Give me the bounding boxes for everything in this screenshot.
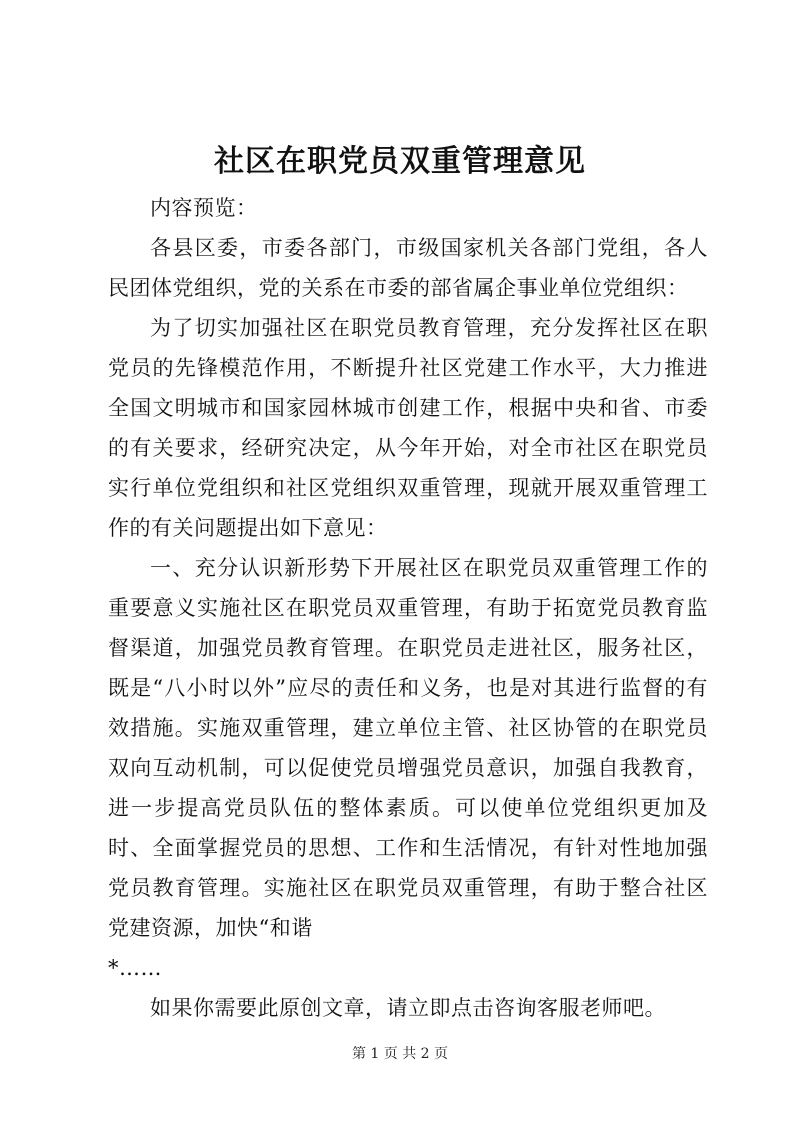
paragraph-addressees: 各县区委，市委各部门，市级国家机关各部门党组，各人民团体党组织，党的关系在市委的部省属企事业单位党组织： (108, 236, 708, 300)
paragraph-intro: 为了切实加强社区在职党员教育管理，充分发挥社区在职党员的先锋模范作用，不断提升社区党建工作水平，大力推进全国文明城市和国家园林城市创建工作，根据中央和省、市委的有关要求，经研究决定，从今年开始，对全市社区在职党员实行单位党组织和社区党组织双重管理，现就开展双重管理工作的有关问题提出如下意见： (108, 316, 708, 540)
page-footer: 第 1 页 共 2 页 (351, 1046, 449, 1062)
document-title: 社区在职党员双重管理意见 (214, 144, 586, 179)
truncation-marker: *…… (108, 956, 162, 980)
paragraph-section-one: 一、充分认识新形势下开展社区在职党员双重管理工作的重要意义实施社区在职党员双重管理，有助于拓宽党员教育监督渠道，加强党员教育管理。在职党员走进社区，服务社区，既是“八小时以外”应尽的责任和义务，也是对其进行监督的有效措施。实施双重管理，建立单位主管、社区协管的在职党员双向互动机制，可以促使党员增强党员意识，加强自我教育，进一步提高党员队伍的整体素质。可以使单位党组织更加及时、全面掌握党员的思想、工作和生活情况，有针对性地加强党员教育管理。实施社区在职党员双重管理，有助于整合社区党建资源，加快“和谐 (108, 556, 708, 940)
preview-label: 内容预览： (150, 196, 258, 220)
contact-call-to-action[interactable]: 如果你需要此原创文章，请立即点击咨询客服老师吧。 (150, 996, 666, 1020)
document-body (108, 188, 708, 1028)
